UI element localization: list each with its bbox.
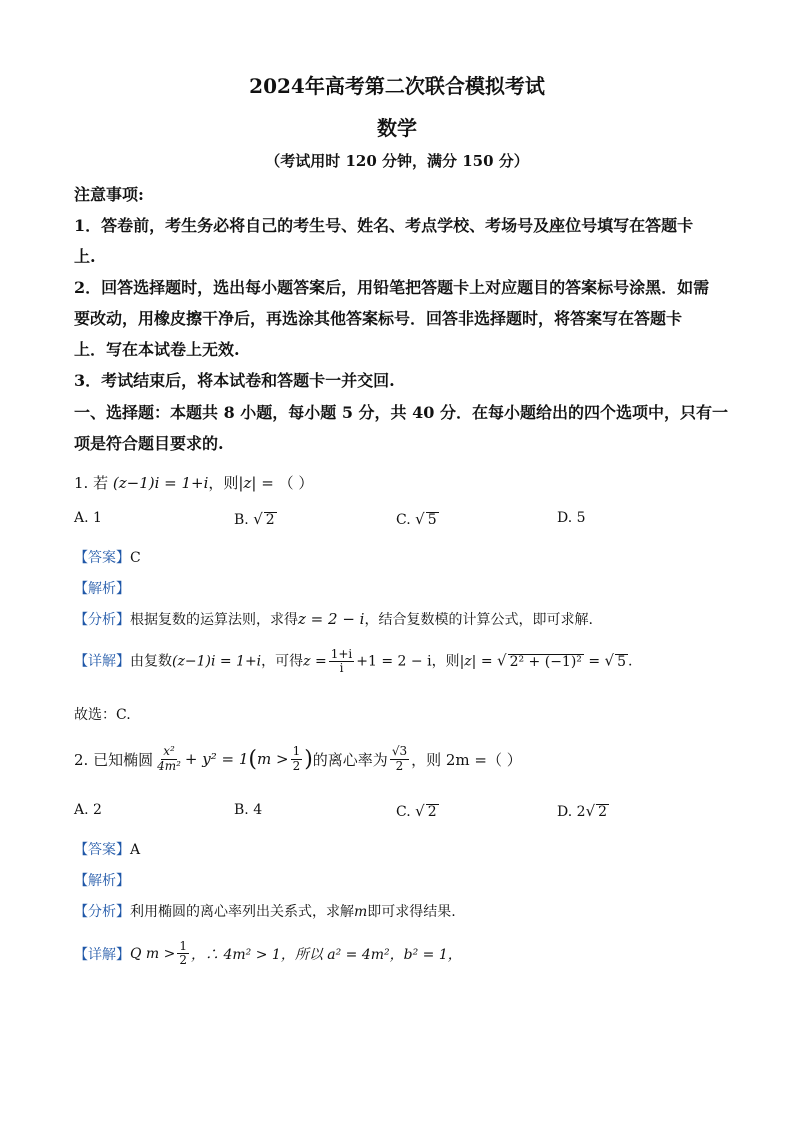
q2-fenxi-text-2: 即可求得结果. (367, 904, 456, 920)
q2-eccentricity-numerator: √3 (391, 744, 408, 759)
q1-fenxi-text-1: 根据复数的运算法则，求得 (130, 612, 298, 628)
q1-option-c (396, 510, 439, 528)
q1-detail-text-1: 由复数 (130, 653, 172, 670)
q2-mid: 的离心率为 (312, 750, 388, 769)
q1-detail-math-1: (z−1)i = 1+i (172, 653, 262, 670)
q2-fenxi-m: m (354, 904, 368, 920)
q1-mid: ，则 (208, 474, 239, 492)
q1-fraction-numerator: 1+i (330, 647, 353, 661)
note-3: 3．考试结束后，将本试卷和答题卡一并交回. (74, 371, 395, 390)
q2-answer-tag: 【答案】 (74, 842, 130, 858)
q2-condition-m: m > (257, 750, 289, 768)
q1-answer-value: C (130, 550, 141, 566)
q1-detail-text-3: ，则 (431, 653, 460, 670)
q1-detail-text-2: ，可得 (261, 653, 304, 670)
right-paren-icon: ) (304, 746, 313, 772)
q1-abs-z: |z| = (238, 474, 274, 492)
q2-detail (74, 940, 462, 967)
q1-conclusion: 故选：C. (74, 707, 131, 723)
q2-option-c (396, 802, 439, 820)
q2-eccentricity-fraction (390, 745, 409, 772)
left-paren-icon: ( (248, 746, 257, 772)
q1-detail-end: . (628, 653, 633, 670)
q2-detail-numerator: 1 (179, 939, 188, 953)
sqrt-icon: √ (604, 651, 615, 670)
q2-fenxi-tag: 【分析】 (74, 904, 130, 920)
q1-detail-equals: = (588, 653, 601, 670)
sqrt-icon: √ (253, 510, 263, 528)
sqrt-icon: √ (415, 510, 425, 528)
q2-detail-q: Q m > (130, 945, 176, 962)
q2-option-b: B. 4 (234, 802, 263, 818)
q1-fenxi (74, 609, 593, 629)
q2-option-d-coefficient: 2 (576, 804, 586, 820)
q1-option-b-label: B. (234, 512, 249, 528)
q2-eccentricity-denominator: 2 (395, 758, 404, 773)
q1-option-d: D. 5 (557, 510, 586, 526)
q1-option-c-value: 5 (427, 512, 437, 528)
q2-ask: ，则 2m =（ ） (411, 750, 522, 769)
q1-option-a: A. 1 (74, 510, 102, 526)
note-1-line-1: 1．答卷前，考生务必将自己的考生号、姓名、考点学校、考场号及座位号填写在答题卡 (74, 216, 694, 235)
q1-answer (74, 547, 141, 567)
q1-detail-fraction (329, 648, 355, 675)
q2-prefix: 2. 已知椭圆 (74, 750, 154, 769)
q1-fenxi-text-2: ，结合复数模的计算公式，即可求解. (364, 612, 593, 628)
exam-info: （考试用时 120 分钟，满分 150 分） (265, 152, 529, 170)
q1-detail-radicand: 2² + (−1)² (509, 653, 582, 670)
section-1-line-2: 项是符合题目要求的. (74, 434, 224, 453)
q1-answer-tag: 【答案】 (74, 550, 130, 566)
question-1-stem (74, 472, 313, 493)
q2-ellipse-denominator: 4m² (157, 758, 181, 773)
q1-option-c-label: C. (396, 512, 411, 528)
q2-option-d-value: 2 (598, 804, 608, 820)
q1-fraction-denominator: i (339, 661, 344, 676)
q2-ellipse-numerator: x² (163, 744, 175, 759)
q1-blank: （ ） (278, 474, 314, 492)
q2-condition-denominator: 2 (292, 758, 301, 773)
q2-analysis-tag: 【解析】 (74, 873, 130, 889)
q1-stem-math: (z−1)i = 1+i (112, 474, 209, 492)
q2-answer-value: A (130, 842, 141, 858)
note-2-line-2: 要改动，用橡皮擦干净后，再选涂其他答案标号．回答非选择题时，将答案写在答题卡 (74, 309, 683, 328)
q1-prefix: 1. 若 (74, 474, 109, 492)
note-1-line-2: 上. (74, 247, 96, 266)
q1-option-b-value: 2 (265, 512, 275, 528)
q1-detail-tag: 【详解】 (74, 653, 130, 670)
q1-detail-math-2: +1 = 2 − i (356, 653, 432, 670)
q2-detail-tag: 【详解】 (74, 946, 130, 963)
q1-detail (74, 648, 632, 675)
q2-option-a: A. 2 (74, 802, 102, 818)
question-2-stem (74, 737, 522, 781)
q1-fenxi-tag: 【分析】 (74, 612, 130, 628)
q2-ellipse-rest: + y² = 1 (184, 750, 249, 768)
sqrt-icon: √ (415, 802, 425, 820)
q2-detail-denominator: 2 (179, 953, 188, 968)
notes-heading: 注意事项: (74, 185, 144, 204)
q2-fenxi-text-1: 利用椭圆的离心率列出关系式，求解 (130, 904, 354, 920)
q2-option-c-value: 2 (427, 804, 437, 820)
q1-detail-abs: |z| = (459, 653, 493, 670)
note-2-line-3: 上．写在本试卷上无效. (74, 340, 240, 359)
q2-option-c-label: C. (396, 804, 411, 820)
q2-fenxi (74, 901, 456, 921)
q2-condition-numerator: 1 (292, 744, 301, 759)
q2-condition-fraction (291, 745, 303, 772)
q2-detail-fraction (177, 940, 189, 967)
section-1-line-1: 一、选择题：本题共 8 小题，每小题 5 分，共 40 分．在每小题给出的四个选项中，只有一 (74, 403, 728, 422)
page-title: 2024年高考第二次联合模拟考试 (249, 74, 545, 98)
q1-analysis-tag: 【解析】 (74, 581, 130, 597)
q2-option-d-label: D. (557, 804, 573, 820)
q1-detail-z: z = (303, 653, 327, 670)
note-2-line-1: 2．回答选择题时，选出每小题答案后，用铅笔把答题卡上对应题目的答案标号涂黑．如需 (74, 278, 710, 297)
q2-detail-text: ，∴ 4m² > 1，所以 a² = 4m²，b² = 1， (191, 946, 462, 963)
q1-fenxi-math: z = 2 − i (298, 610, 365, 628)
q1-detail-radicand-2: 5 (617, 653, 627, 670)
sqrt-icon: √ (585, 802, 596, 820)
q2-answer (74, 839, 140, 859)
q2-ellipse-fraction (155, 745, 183, 772)
subject-title: 数学 (377, 116, 417, 140)
sqrt-icon: √ (497, 651, 507, 670)
q1-option-b (234, 510, 277, 528)
q2-option-d (557, 802, 609, 820)
